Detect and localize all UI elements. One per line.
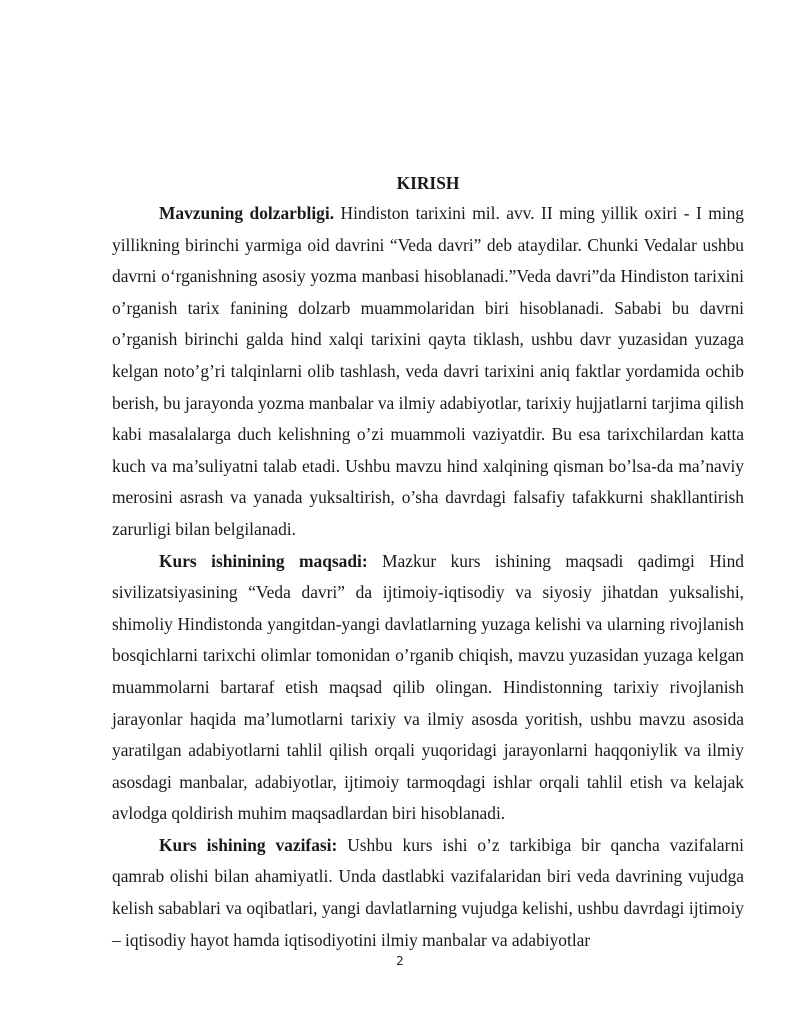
paragraph-tasks bbox=[112, 830, 744, 956]
paragraph-lead: Kurs ishinining maqsadi: bbox=[159, 550, 368, 571]
paragraph-text: Hindiston tarixini mil. avv. II ming yillik oxiri - I ming yillikning birinchi yarmiga oid davrini “Veda davri” deb ataydilar. Chunki Vedalar ushbu davrni o‘rganishning asosiy yozma manbasi hisoblanadi.”Veda davri”da Hindiston tarixini o’rganish tarix fanining dolzarb muammolaridan biri hisoblanadi. Sababi bu davrni o’rganish birinchi galda hind xalqi tarixini qayta tiklash, ushbu davr yuzasidan yuzaga kelgan noto’g’ri talqinlarni olib tashlash, veda davri tarixini aniq faktlar yordamida ochib berish, bu jarayonda yozma manbalar va ilmiy adabiyotlar, tarixiy hujjatlarni tarjima qilish kabi masalalarga duch kelishning o’zi muammoli vaziyatdir. Bu esa tarixchilardan katta kuch va ma’suliyatni talab etadi. Ushbu mavzu hind xalqining qisman bo’lsa-da ma’naviy merosini asrash va yanada yuksaltirish, o’sha davrdagi falsafiy tafakkurni shakllantirish zarurligi bilan belgilanadi. bbox=[112, 203, 744, 539]
paragraph-goal bbox=[112, 546, 744, 830]
page-number: 2 bbox=[396, 954, 404, 968]
paragraph-lead: Mavzuning dolzarbligi. bbox=[159, 203, 335, 223]
paragraph-relevance bbox=[112, 198, 744, 546]
paragraph-lead: Kurs ishining vazifasi: bbox=[159, 834, 338, 855]
paragraph-text: Mazkur kurs ishining maqsadi qadimgi Hind sivilizatsiyasining “Veda davri” da ijtimoiy-iqtisodiy va siyosiy jihatdan yuksalishi, shimoliy Hindistonda yangitdan-yangi davlatlarning yuzaga kelishi va ularning rivojlanish bosqichlarni tarixchi olimlar tomonidan o’rganib chiqish, mavzu yuzasidan yuzaga kelgan muammolarni bartaraf etish maqsad qilib olingan. Hindistonning tarixiy rivojlanish jarayonlar haqida ma’lumotlarni tarixiy va ilmiy asosda yoritish, ushbu mavzu asosida yaratilgan adabiyotlarni tahlil qilish orqali yuqoridagi jarayonlarni haqqoniylik va ilmiy asosdagi manbalar, adabiyotlar, ijtimoiy tarmoqdagi ishlar orqali tahlil etish va kelajak avlodga qoldirish muhim maqsadlardan biri hisoblanadi. bbox=[112, 550, 744, 824]
section-heading: KIRISH bbox=[396, 173, 460, 193]
paragraph-text: Ushbu kurs ishi o’z tarkibiga bir qancha vazifalarni qamrab olishi bilan ahamiyatli. Unda dastlabki vazifalaridan biri veda davrining vujudga kelish sabablari va oqibatlari, yangi davlatlarning vujudga kelishi, ushbu davrdagi ijtimoiy – iqtisodiy hayot hamda iqtisodiyotini ilmiy manbalar va adabiyotlar bbox=[112, 834, 744, 950]
document-page bbox=[112, 167, 744, 956]
